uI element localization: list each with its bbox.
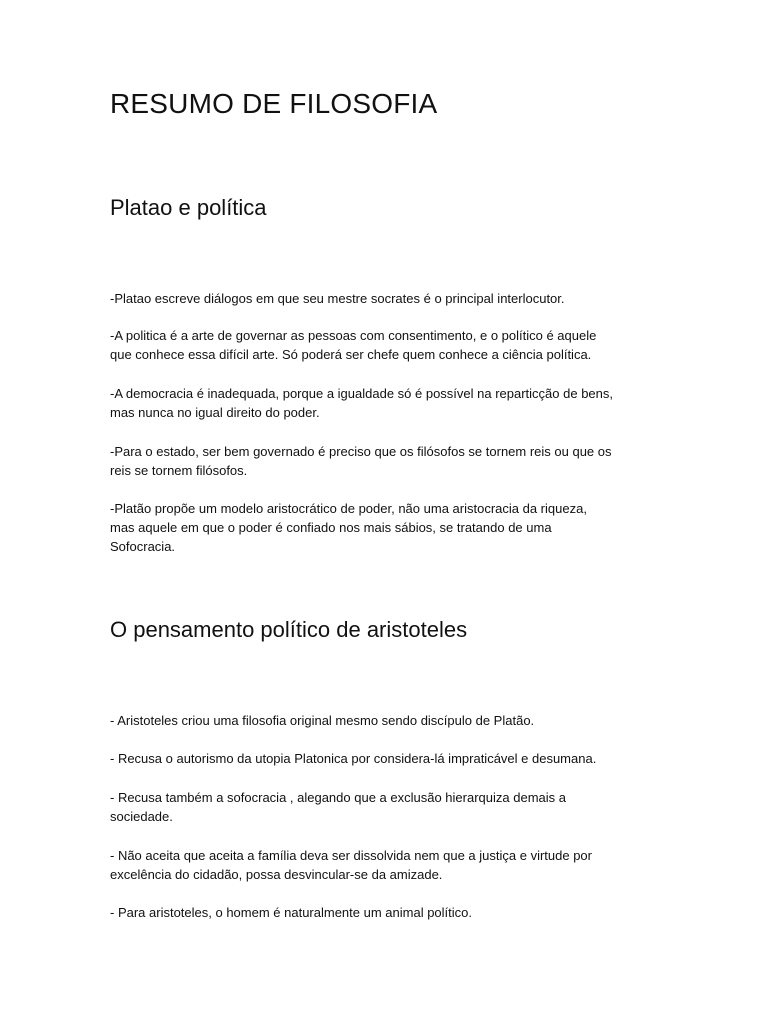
paragraph xyxy=(110,326,670,364)
paragraph xyxy=(110,289,670,308)
paragraph-line: mas nunca no igual direito do poder. xyxy=(110,405,320,420)
paragraph-line: -Para o estado, ser bem governado é preciso que os filósofos se tornem reis ou que os xyxy=(110,444,612,459)
document-title: RESUMO DE FILOSOFIA xyxy=(110,88,438,119)
paragraph xyxy=(110,846,670,884)
paragraph-line: excelência do cidadão, possa desvincular-se da amizade. xyxy=(110,867,443,882)
paragraph xyxy=(110,499,670,556)
section-heading-aristoteles: O pensamento político de aristoteles xyxy=(110,617,468,642)
paragraph-line: reis se tornem filósofos. xyxy=(110,463,248,478)
paragraph xyxy=(110,903,670,922)
paragraph xyxy=(110,442,670,480)
paragraph-line: -A democracia é inadequada, porque a igualdade só é possível na reparticção de bens, xyxy=(110,386,614,401)
paragraph xyxy=(110,788,670,826)
paragraph-line: - Recusa o autorismo da utopia Platonica por considera-lá impraticável e desumana. xyxy=(110,751,597,766)
paragraph-line: - Para aristoteles, o homem é naturalmente um animal político. xyxy=(110,905,473,920)
paragraph xyxy=(110,384,670,422)
paragraph xyxy=(110,749,670,768)
paragraph-line: sociedade. xyxy=(110,809,173,824)
section-heading-platao: Platao e política xyxy=(110,195,267,220)
paragraph-line: - Não aceita que aceita a família deva ser dissolvida nem que a justiça e virtude por xyxy=(110,848,592,863)
paragraph-line: -Platão propõe um modelo aristocrático de poder, não uma aristocracia da riqueza, xyxy=(110,501,587,516)
paragraph-line: -Platao escreve diálogos em que seu mestre socrates é o principal interlocutor. xyxy=(110,291,565,306)
paragraph-line: Sofocracia. xyxy=(110,539,176,554)
paragraph-line: - Aristoteles criou uma filosofia original mesmo sendo discípulo de Platão. xyxy=(110,713,535,728)
paragraph xyxy=(110,711,670,730)
paragraph-line: -A politica é a arte de governar as pessoas com consentimento, e o político é aquele xyxy=(110,328,597,343)
paragraph-line: que conhece essa difícil arte. Só poderá ser chefe quem conhece a ciência política. xyxy=(110,347,592,362)
paragraph-line: - Recusa também a sofocracia , alegando que a exclusão hierarquiza demais a xyxy=(110,790,566,805)
paragraph-line: mas aquele em que o poder é confiado nos mais sábios, se tratando de uma xyxy=(110,520,552,535)
